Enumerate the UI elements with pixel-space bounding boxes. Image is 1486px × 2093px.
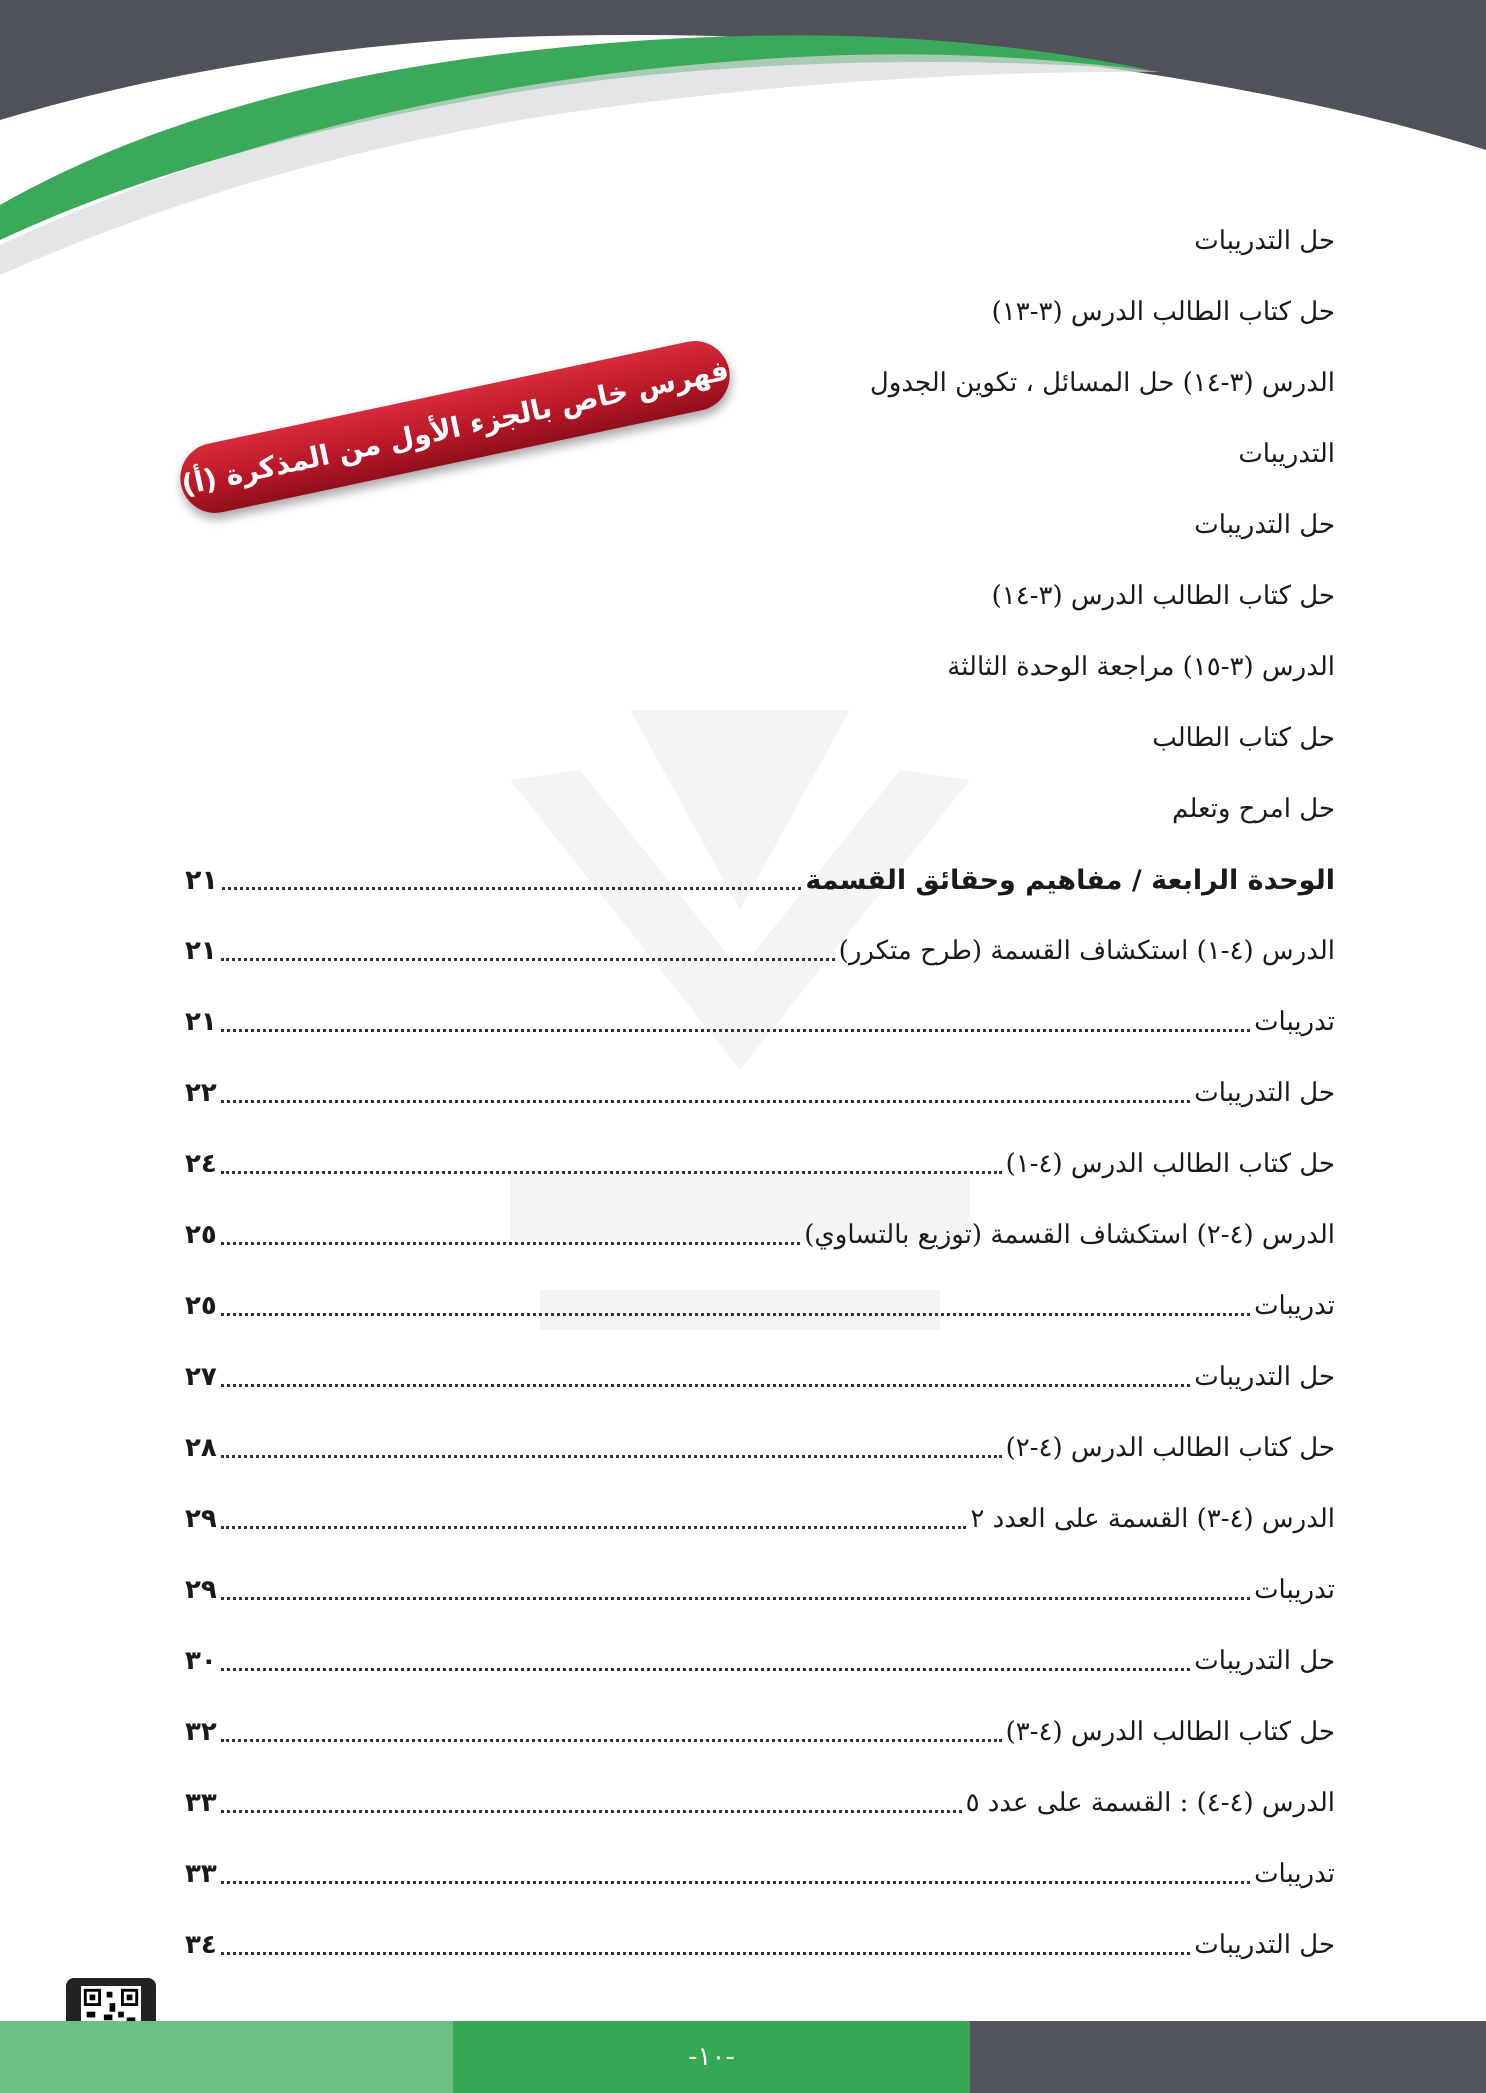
toc-entry-title: الدرس (٣-١٤) حل المسائل ، تكوين الجدول <box>869 368 1335 398</box>
toc-leader-dots <box>221 1739 1002 1742</box>
toc-entry-title: حل التدريبات <box>1194 1930 1335 1960</box>
toc-entry-page: ٢٥ <box>185 1291 217 1321</box>
toc-entry <box>185 1413 1335 1484</box>
toc-entry-page: ٢١ <box>185 1007 217 1037</box>
toc-entry <box>185 419 1335 490</box>
toc-entry-page: ٣٣ <box>185 1859 217 1889</box>
toc-entry <box>185 1129 1335 1200</box>
toc-entry <box>185 1555 1335 1626</box>
toc-entry-title: حل كتاب الطالب الدرس (٤-١) <box>1005 1149 1335 1179</box>
toc-entry-page: ٣٣ <box>185 1788 217 1818</box>
toc-entry-page: ٢١ <box>185 936 217 966</box>
toc-entry-title: حل كتاب الطالب الدرس (٣-١٣) <box>991 297 1335 327</box>
toc-entry-title: الدرس (٤-٤) : القسمة على عدد ٥ <box>965 1788 1335 1818</box>
toc-entry-title: حل التدريبات <box>1194 510 1335 540</box>
toc-leader-dots <box>221 958 835 961</box>
toc-entry <box>185 1626 1335 1697</box>
toc-leader-dots <box>221 1100 1191 1103</box>
toc-entry <box>185 1200 1335 1271</box>
toc-leader-dots <box>221 1668 1191 1671</box>
toc-entry-title: الوحدة الرابعة / مفاهيم وحقائق القسمة <box>805 865 1335 896</box>
toc-leader-dots <box>221 1242 801 1245</box>
toc-entry-page: ٣٠ <box>185 1646 217 1676</box>
toc-leader-dots <box>221 1952 1191 1955</box>
toc-unit-heading <box>185 845 1335 916</box>
toc-entry-title: حل كتاب الطالب الدرس (٤-٣) <box>1005 1717 1335 1747</box>
badge-text: فهرس خاص بالجزء الأول من المذكرة (أ) <box>178 352 732 502</box>
toc-leader-dots <box>221 1171 1002 1174</box>
toc-entry <box>185 1058 1335 1129</box>
toc-leader-dots <box>221 1313 1250 1316</box>
footer-bar <box>0 2021 1486 2093</box>
toc-entry <box>185 1697 1335 1768</box>
toc-entry-title: حل كتاب الطالب الدرس (٣-١٤) <box>991 581 1335 611</box>
toc-entry-page: ٢١ <box>185 865 218 896</box>
toc-leader-dots <box>221 1029 1250 1032</box>
page-number: -١٠- <box>688 2042 735 2072</box>
toc-entry-page: ٢٧ <box>185 1362 217 1392</box>
toc-leader-dots <box>221 1810 962 1813</box>
toc-entry-page: ٢٩ <box>185 1575 217 1605</box>
toc-entry <box>185 1271 1335 1342</box>
toc-entry-title: حل كتاب الطالب الدرس (٤-٢) <box>1005 1433 1335 1463</box>
toc-entry-title: الدرس (٣-١٥) مراجعة الوحدة الثالثة <box>947 652 1335 682</box>
toc-entry <box>185 916 1335 987</box>
toc-entry-page: ٢٨ <box>185 1433 217 1463</box>
toc-leader-dots <box>221 1597 1250 1600</box>
toc-entry <box>185 1839 1335 1910</box>
toc-entry-title: تدريبات <box>1254 1575 1335 1605</box>
toc-entry-page: ٣٤ <box>185 1930 217 1960</box>
toc-entry <box>185 774 1335 845</box>
toc-entry-title: الدرس (٤-٢) استكشاف القسمة (توزيع بالتساوي) <box>804 1220 1335 1250</box>
toc-entry-title: حل التدريبات <box>1194 1646 1335 1676</box>
toc-entry-page: ٢٩ <box>185 1504 217 1534</box>
toc-entry-title: تدريبات <box>1254 1007 1335 1037</box>
toc-entry-title: الدرس (٤-٣) القسمة على العدد ٢ <box>970 1504 1335 1534</box>
toc-entry <box>185 1342 1335 1413</box>
toc-entry-title: الدرس (٤-١) استكشاف القسمة (طرح متكرر) <box>838 936 1335 966</box>
toc-entry <box>185 1484 1335 1555</box>
toc-entry <box>185 987 1335 1058</box>
toc-entry-title: حل التدريبات <box>1194 1078 1335 1108</box>
toc-entry-page: ٣٢ <box>185 1717 217 1747</box>
toc-entry <box>185 1768 1335 1839</box>
toc-entry-page: ٢٢ <box>185 1078 217 1108</box>
toc-leader-dots <box>221 1526 967 1529</box>
toc-entry <box>185 703 1335 774</box>
toc-entry <box>185 632 1335 703</box>
toc-entry <box>185 206 1335 277</box>
footer-segment-page <box>453 2021 970 2093</box>
toc-entry <box>185 277 1335 348</box>
footer-segment-light <box>0 2021 453 2093</box>
toc-leader-dots <box>221 1455 1002 1458</box>
toc-entry <box>185 348 1335 419</box>
toc-entry-title: حل امرح وتعلم <box>1172 794 1335 824</box>
toc-entry-title: حل التدريبات <box>1194 226 1335 256</box>
toc-entry-title: تدريبات <box>1254 1859 1335 1889</box>
footer-segment-dark <box>970 2021 1486 2093</box>
toc-leader-dots <box>221 1881 1250 1884</box>
toc-entry-title: تدريبات <box>1254 1291 1335 1321</box>
toc-entry <box>185 561 1335 632</box>
toc-entry <box>185 490 1335 561</box>
toc-entry-title: حل التدريبات <box>1194 1362 1335 1392</box>
table-of-contents <box>185 206 1335 1981</box>
toc-entry <box>185 1910 1335 1981</box>
toc-leader-dots <box>221 1384 1191 1387</box>
toc-entry-page: ٢٤ <box>185 1149 217 1179</box>
toc-leader-dots <box>222 887 801 890</box>
toc-entry-title: التدريبات <box>1238 439 1335 469</box>
toc-entry-title: حل كتاب الطالب <box>1152 723 1335 753</box>
toc-entry-page: ٢٥ <box>185 1220 217 1250</box>
